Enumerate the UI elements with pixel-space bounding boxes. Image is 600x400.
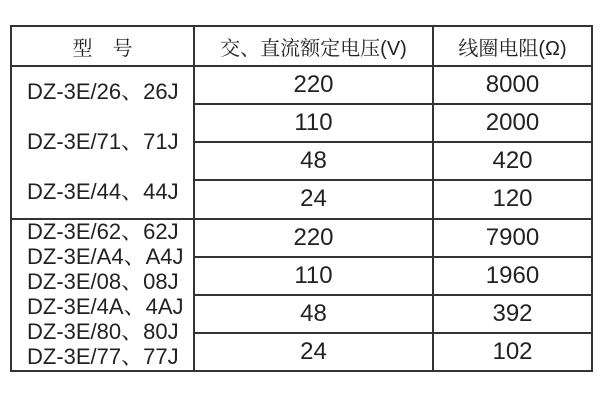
header-resistance: 线圈电阻(Ω)	[433, 26, 592, 66]
voltage-cell: 220	[194, 66, 433, 104]
model-group-cell-2	[11, 219, 194, 372]
voltage-cell: 24	[194, 333, 433, 371]
resistance-cell: 392	[433, 295, 592, 333]
resistance-cell: 120	[433, 180, 592, 218]
model-name: DZ-3E/77、77J	[27, 344, 179, 370]
header-row	[11, 26, 592, 66]
model-name: DZ-3E/26、26J	[27, 79, 179, 105]
model-name: DZ-3E/08、08J	[27, 269, 179, 295]
model-name: DZ-3E/62、62J	[27, 219, 179, 245]
relay-spec-table	[10, 25, 593, 372]
model-stack	[12, 67, 193, 218]
table-row	[11, 219, 592, 257]
voltage-cell: 48	[194, 142, 433, 180]
resistance-cell: 1960	[433, 257, 592, 295]
model-name: DZ-3E/4A、4AJ	[27, 294, 184, 320]
voltage-cell: 48	[194, 295, 433, 333]
resistance-cell: 2000	[433, 104, 592, 142]
resistance-cell: 102	[433, 333, 592, 371]
header-model: 型 号	[11, 26, 194, 66]
resistance-cell: 7900	[433, 219, 592, 257]
voltage-cell: 110	[194, 257, 433, 295]
resistance-cell: 420	[433, 142, 592, 180]
model-name: DZ-3E/80、80J	[27, 319, 179, 345]
model-name: DZ-3E/A4、A4J	[27, 244, 184, 270]
voltage-cell: 110	[194, 104, 433, 142]
model-group-cell-1	[11, 66, 194, 219]
header-voltage: 交、直流额定电压(V)	[194, 26, 433, 66]
model-name: DZ-3E/71、71J	[27, 129, 179, 155]
voltage-cell: 220	[194, 219, 433, 257]
voltage-cell: 24	[194, 180, 433, 218]
resistance-cell: 8000	[433, 66, 592, 104]
model-stack	[12, 220, 193, 371]
table-row	[11, 66, 592, 104]
model-name: DZ-3E/44、44J	[27, 179, 179, 205]
